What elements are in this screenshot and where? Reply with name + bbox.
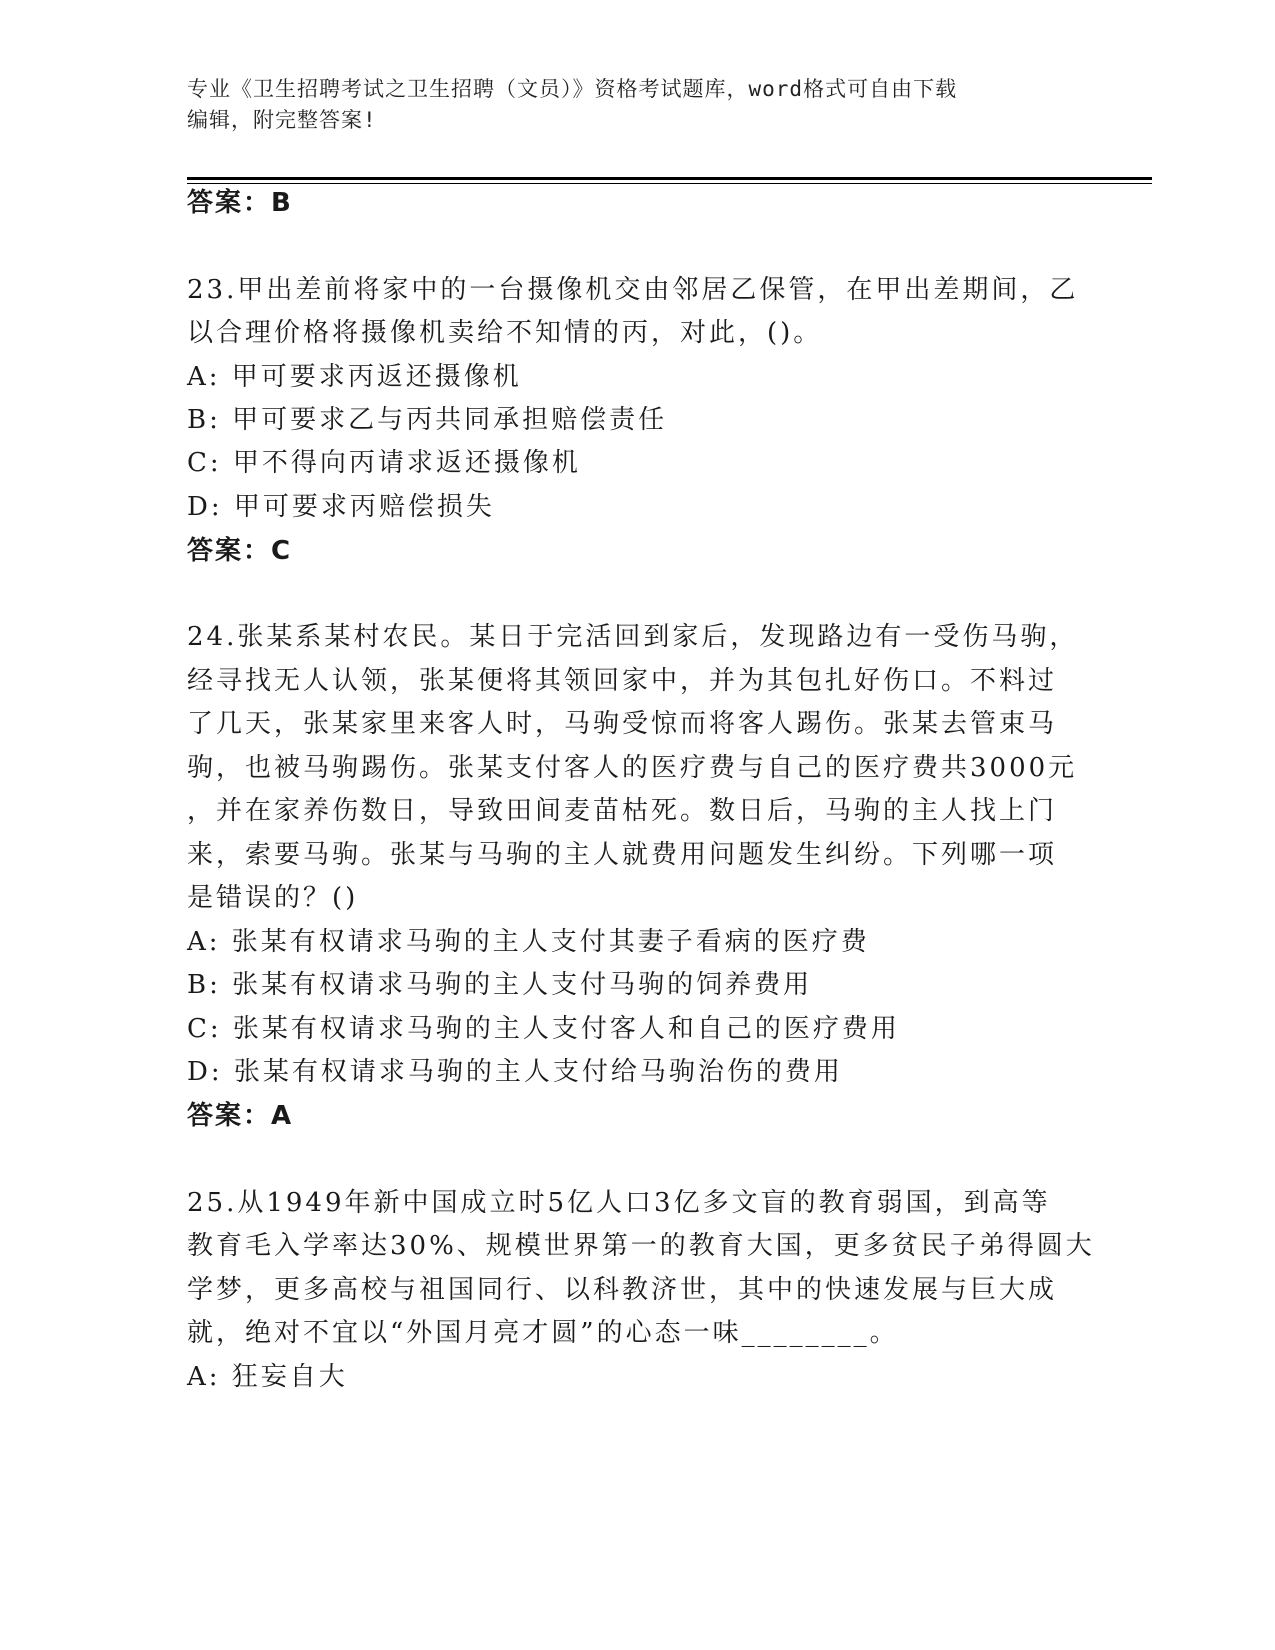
q25-stem-line-1: 25.从1949年新中国成立时5亿人口3亿多文盲的教育弱国，到高等 bbox=[187, 1188, 1051, 1218]
q24-option-d: D: 张某有权请求马驹的主人支付给马驹治伤的费用 bbox=[187, 1057, 843, 1087]
q23-stem-line-2: 以合理价格将摄像机卖给不知情的丙，对此，()。 bbox=[187, 318, 823, 348]
answer-q24: 答案：A bbox=[187, 1101, 294, 1131]
answer-q22: 答案：B bbox=[187, 188, 293, 218]
q24-stem-line-3: 了几天，张某家里来客人时，马驹受惊而将客人踢伤。张某去管束马 bbox=[187, 709, 1058, 739]
q23-option-d: D: 甲可要求丙赔偿损失 bbox=[187, 492, 495, 522]
q24-option-b: B: 张某有权请求马驹的主人支付马驹的饲养费用 bbox=[187, 970, 813, 1000]
q24-stem-line-4: 驹，也被马驹踢伤。张某支付客人的医疗费与自己的医疗费共3000元 bbox=[187, 753, 1078, 783]
q25-stem-line-2: 教育毛入学率达30%、规模世界第一的教育大国，更多贫民子弟得圆大 bbox=[187, 1231, 1095, 1261]
header-divider-thin bbox=[187, 183, 1152, 184]
q24-option-a: A: 张某有权请求马驹的主人支付其妻子看病的医疗费 bbox=[187, 927, 870, 957]
header-line-2: 编辑，附完整答案! bbox=[187, 108, 377, 132]
q25-stem-line-4: 就，绝对不宜以“外国月亮才圆”的心态一味________。 bbox=[187, 1318, 899, 1348]
answer-q23: 答案：C bbox=[187, 536, 293, 566]
q25-option-a: A: 狂妄自大 bbox=[187, 1362, 348, 1392]
q23-stem-line-1: 23.甲出差前将家中的一台摄像机交由邻居乙保管，在甲出差期间，乙 bbox=[187, 275, 1079, 305]
header-line-1: 专业《卫生招聘考试之卫生招聘（文员）》资格考试题库，word格式可自由下载 bbox=[187, 77, 958, 101]
q23-option-c: C: 甲不得向丙请求返还摄像机 bbox=[187, 448, 581, 478]
q24-option-c: C: 张某有权请求马驹的主人支付客人和自己的医疗费用 bbox=[187, 1014, 900, 1044]
q24-stem-line-6: 来，索要马驹。张某与马驹的主人就费用问题发生纠纷。下列哪一项 bbox=[187, 840, 1058, 870]
q24-stem-line-2: 经寻找无人认领，张某便将其领回家中，并为其包扎好伤口。不料过 bbox=[187, 666, 1058, 696]
q24-stem-line-5: ，并在家养伤数日，导致田间麦苗枯死。数日后，马驹的主人找上门 bbox=[187, 796, 1058, 826]
header-divider-thick bbox=[187, 177, 1152, 180]
q23-option-a: A: 甲可要求丙返还摄像机 bbox=[187, 362, 522, 392]
q24-stem-line-1: 24.张某系某村农民。某日于完活回到家后，发现路边有一受伤马驹， bbox=[187, 622, 1079, 652]
q23-option-b: B: 甲可要求乙与丙共同承担赔偿责任 bbox=[187, 405, 668, 435]
document-header bbox=[187, 74, 1067, 136]
q24-stem-line-7: 是错误的？() bbox=[187, 883, 359, 913]
q25-stem-line-3: 学梦，更多高校与祖国同行、以科教济世，其中的快速发展与巨大成 bbox=[187, 1275, 1058, 1305]
